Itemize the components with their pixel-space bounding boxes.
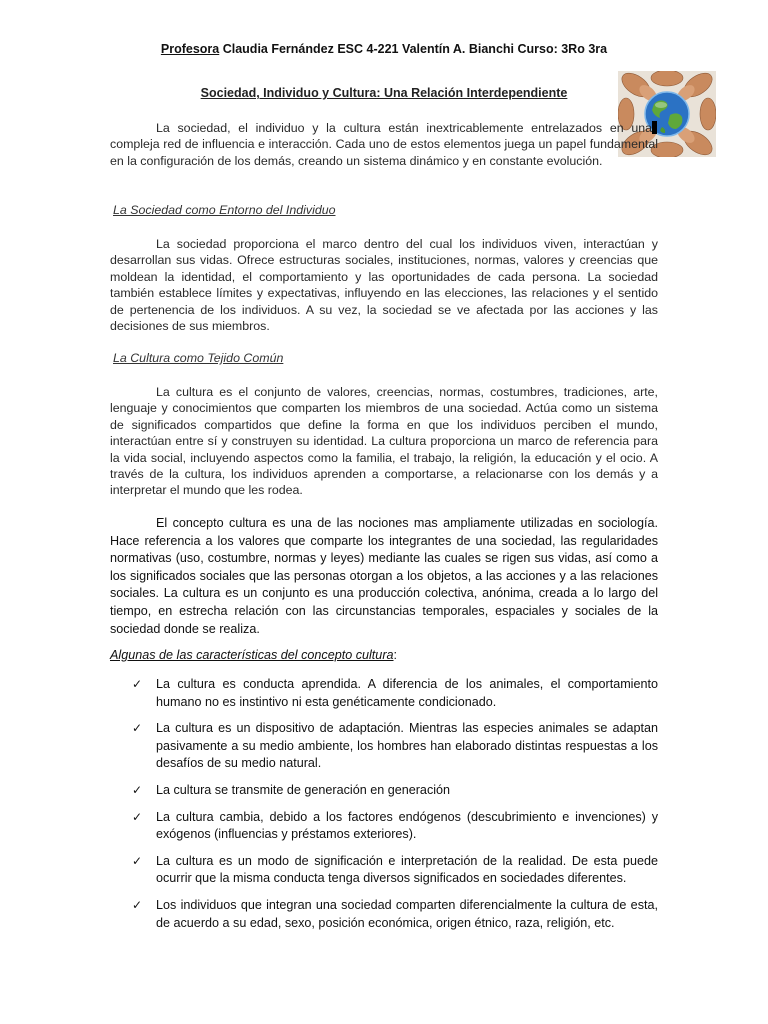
characteristics-heading-text: Algunas de las características del concepto cultura bbox=[110, 648, 394, 662]
check-icon: ✓ bbox=[132, 897, 143, 912]
list-item bbox=[110, 853, 658, 888]
intro-text-a: La sociedad, el individuo y la cultura están inextricablemente entrelazados en una bbox=[156, 121, 652, 135]
section1-paragraph: La sociedad proporciona el marco dentro del cual los individuos viven, interactúan y desarrollan sus vidas. Ofrece estructuras sociales, instituciones, normas, valores y creencias que moldean la identidad, el comportamiento y las oportunidades de cada persona. La sociedad también establece límites y expectativas, influyendo en las elecciones, las relaciones y el sentido de pertenencia de los individuos. A su vez, la sociedad se ve afectada por las acciones y las decisiones de sus miembros. bbox=[110, 237, 658, 334]
list-item bbox=[110, 782, 658, 800]
check-icon: ✓ bbox=[132, 721, 143, 736]
header-info: Claudia Fernández ESC 4-221 Valentín A. Bianchi Curso: 3Ro 3ra bbox=[219, 42, 608, 56]
list-item-text: La cultura es un modo de significación e interpretación de la realidad. De esta puede ocurrir que la misma conducta tenga diversos significados en sociedades diferentes. bbox=[156, 853, 658, 886]
list-item-text: La cultura se transmite de generación en generación bbox=[156, 782, 451, 797]
header-profesora-label: Profesora bbox=[160, 42, 220, 56]
intro-paragraph bbox=[110, 120, 658, 169]
list-item-text: La cultura es conducta aprendida. A diferencia de los animales, el comportamiento humano no es instintivo ni esta genéticamente condicionado. bbox=[156, 677, 658, 709]
section1-heading: La Sociedad como Entorno del Individuo bbox=[113, 203, 336, 217]
text-cursor bbox=[652, 121, 657, 134]
section2-paragraph: La cultura es el conjunto de valores, creencias, normas, costumbres, tradiciones, arte, lenguaje y conocimientos que comparten los miembros de una sociedad. Actúa como un sistema de significados compartidos que define la forma en que los individuos perciben el mundo, interactúan entre sí y construyen su identidad. La cultura proporciona un marco de referencia para la vida social, incluyendo aspectos como la familia, el trabajo, la religión, la educación y el ocio. A través de la cultura, los individuos aprenden a comportarse, a relacionarse con los demás y a interpretar el mundo que les rodea. bbox=[110, 385, 658, 498]
characteristics-list bbox=[110, 676, 658, 941]
heading-colon: : bbox=[393, 648, 398, 662]
list-item-text: Los individuos que integran una sociedad comparten diferencialmente la cultura de esta, de acuerdo a su edad, sexo, posición económica, origen étnico, raza, religión, etc. bbox=[156, 897, 658, 930]
check-icon: ✓ bbox=[132, 853, 143, 868]
check-icon: ✓ bbox=[132, 782, 143, 797]
concept-paragraph: El concepto cultura es una de las nociones mas ampliamente utilizadas en sociología. Hace referencia a los valores que comparte los integrantes de una sociedad, las regularidades normativas (uso, costumbre, normas y leyes) mediante las cuales se rigen sus vidas, así como a los significados sociales que las personas otorgan a los objetos, a las acciones y a las relaciones sociales. La cultura es un conjunto es una producción colectiva, anónima, creada a lo largo del tiempo, en estrecha relación con las circunstancias temporales, espaciales y sociales de la sociedad donde se realiza. bbox=[110, 516, 658, 636]
section2-heading: La Cultura como Tejido Común bbox=[113, 351, 284, 365]
list-item bbox=[110, 676, 658, 711]
list-item bbox=[110, 720, 658, 773]
characteristics-heading bbox=[110, 648, 397, 662]
list-item-text: La cultura cambia, debido a los factores endógenos (descubrimiento e invenciones) y exógenos (influencias y préstamos exteriores). bbox=[156, 809, 658, 842]
check-icon: ✓ bbox=[132, 677, 143, 691]
document-header bbox=[110, 42, 658, 56]
document-title: Sociedad, Individuo y Cultura: Una Relación Interdependiente bbox=[200, 86, 568, 100]
list-item-text: La cultura es un dispositivo de adaptación. Mientras las especies animales se adaptan pasivamente a su medio ambiente, los hombres han elaborado distintas respuestas a los desafíos de su medio natural. bbox=[156, 721, 658, 771]
intro-text-b: compleja red de influencia e interacción. Cada uno de estos elementos juega un papel fundamental en la configuración de los demás, creando un sistema dinámico y en constante evolución. bbox=[110, 137, 658, 168]
list-item bbox=[110, 897, 658, 932]
check-icon: ✓ bbox=[132, 809, 143, 824]
list-item bbox=[110, 809, 658, 844]
